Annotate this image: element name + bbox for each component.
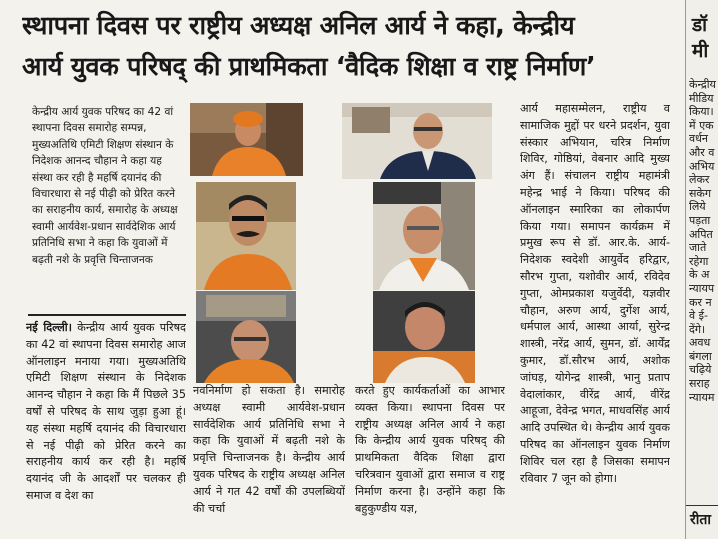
adjacent-bottom-fragment: रीता — [690, 512, 711, 528]
adjacent-text-line: के अ — [689, 268, 710, 282]
headline-line-2: आर्य युवक परिषद् की प्राथमिकता ‘वैदिक शिक्षा व राष्ट्र निर्माण’ — [22, 52, 596, 82]
adjacent-text-line: देंगे। — [689, 322, 706, 336]
adjacent-text-line: पड़ता — [689, 213, 711, 227]
photo-swami — [190, 103, 303, 176]
adjacent-text-line: किया। — [689, 105, 714, 119]
adjacent-text-line: सकेग — [689, 186, 712, 200]
adjacent-text-line: रहेगा — [689, 254, 709, 268]
photo-man-moustache — [196, 182, 296, 290]
adjacent-text-fragments — [686, 64, 718, 404]
adjacent-text-line: अभिय — [689, 159, 715, 173]
adjacent-text-line: न्यायम — [689, 390, 715, 404]
deck-divider — [28, 314, 186, 316]
photo-bald-man — [373, 182, 475, 290]
adjacent-text-line: केन्द्रीय — [689, 78, 716, 91]
adjacent-text-line: चढ़िये — [689, 363, 712, 377]
photo-man-glasses — [342, 103, 492, 179]
body-column-4 — [520, 101, 670, 539]
photo-man-bottom-left — [196, 291, 296, 383]
body-column-3-text: करते हुए कार्यकर्ताओं का आभार व्यक्त किया। स्थापना दिवस पर राष्ट्रीय अध्यक्ष अनिल आर्य ने कहा कि केन्द्रीय आर्य युवक परिषद् की प्राथमिकता वैदिक शिक्षा द्वारा चरित्रवान युवाओं द्वारा समाज व राष्ट्र निर्माण करना है। उन्होंने कहा कि बहुकुण्डीय यज्ञ, — [355, 384, 505, 515]
adjacent-text-line: लिये — [689, 200, 706, 214]
adjacent-text-line: न्यायप — [689, 281, 715, 295]
adjacent-text-line: सराह — [689, 377, 710, 391]
adjacent-text-line: बंगला — [689, 349, 712, 363]
adjacent-text-line: और व — [689, 145, 715, 159]
dateline: नई दिल्ली। — [26, 321, 72, 334]
photo-young-man — [373, 291, 475, 383]
adjacent-text-line: जाते — [689, 241, 707, 255]
body-column-2-text: नवनिर्माण हो सकता है। समारोह अध्यक्ष स्वामी आर्यवेश-प्रधान सार्वदेशिक आर्य प्रतिनिधि सभा ने कहा कि युवाओं में बढ़ती नशे के प्रवृत्ति चिन्ताजनक है। केन्द्रीय आर्य युवक परिषद के राष्ट्रीय अध्यक्ष अनिल आर्य ने गत 42 वर्षों की उपलब्धियों की चर्चा — [193, 384, 345, 515]
headline — [22, 6, 672, 88]
body-column-1 — [26, 320, 186, 539]
body-column-2 — [193, 383, 345, 539]
body-column-4-text: आर्य महासम्मेलन, राष्ट्रीय व सामाजिक मुद्दों पर धरने प्रदर्शन, युवा संस्कार अभियान, चरित्र निर्माण शिविर, गोष्ठियां, वेबनार आदि मुख्य अंग हैं। संचालन राष्ट्रीय महामंत्री महेन्द्र भाई ने किया। परिषद की ऑनलाइन स्मारिका का लोकार्पण किया गया। समापन कार्यक्रम में प्रमुख रूप से डॉ. आर.के. आर्य-निदेशक स्वदेशी आयुर्वेद हरिद्वार, सौरभ गुप्ता, यशोवीर आर्य, रविदेव गुप्ता, ओमप्रकाश यजुर्वेदी, यज्ञवीर चौहान, अरुण आर्य, दुर्गेश आर्य, धर्मपाल आर्य, आस्था आर्या, सुरेन्द्र शास्त्री, नरेंद्र आर्य, सुमन, डॉ. आर्येंद्र कुमार, डॉ.सौरभ आर्य, अशोक जांघड़, योगेन्द्र शास्त्री, भानु प्रताप वेदालांकार, वीरेंद्र आर्य, वीरेंद्र आहूजा, देवेन्द्र भगत, माधवसिंह आर्य आदि उपस्थित थे। केन्द्रीय आर्य युवक परिषद का ऑनलाइन युवक निर्माण शिविर चल रहा है जिसका समापन रविवार 7 जून को होगा। — [520, 102, 670, 485]
adjacent-text-line: कर न — [689, 295, 712, 309]
deck-paragraph: केन्द्रीय आर्य युवक परिषद का 42 वां स्थापना दिवस समारोह सम्पन्न, मुख्यअतिथि एमिटी शिक्षण संस्थान के निदेशक आनन्द चौहान ने कहा यह संस्था कर रही है महर्षि दयानंद की विचारधारा से नई पीढ़ी को प्रेरित करने का सराहनीय कार्य, समारोह के अध्यक्ष स्वामी आर्यवेश-प्रधान सार्वदेशिक आर्य प्रतिनिधि सभा ने कहा कि युवाओं में बढ़ती नशे के प्रवृत्ति चिन्ताजनक — [32, 106, 178, 266]
adjacent-article — [685, 0, 718, 539]
body-column-1-text: केन्द्रीय आर्य युवक परिषद का 42 वां स्थापना दिवस समारोह आज ऑनलाइन मनाया गया। मुख्यअतिथि एमिटी शिक्षण संस्थान के निदेशक आनन्द चौहान ने कहा कि मैं पिछले 35 वर्षों से परिषद के साथ जुड़ा हुआ हूं। यह संस्था महर्षि दयानंद की विचारधारा से नई पीढ़ी को प्रेरित करने का सराहनीय कार्य कर रही है। महर्षि दयानंद जी के आदर्शों पर चलकर ही समाज व देश का — [26, 321, 186, 502]
headline-line-1: स्थापना दिवस पर राष्ट्रीय अध्यक्ष अनिल आर्य ने कहा, केन्द्रीय — [22, 11, 575, 41]
adjacent-text-line: अवध — [689, 336, 711, 350]
deck-text — [32, 104, 182, 310]
adjacent-text-line: में एक — [689, 118, 714, 132]
adjacent-text-line: वे ई- — [689, 309, 708, 323]
adjacent-text-line: वर्धन — [689, 132, 708, 146]
photo-collage — [190, 103, 510, 383]
adjacent-text-line: अपित — [689, 227, 713, 241]
body-column-3 — [355, 383, 505, 539]
adjacent-headline-fragment: डॉ मी — [692, 14, 709, 62]
adjacent-text-line: लेकर — [689, 173, 710, 187]
adjacent-text-line: मीडिय — [689, 91, 714, 105]
